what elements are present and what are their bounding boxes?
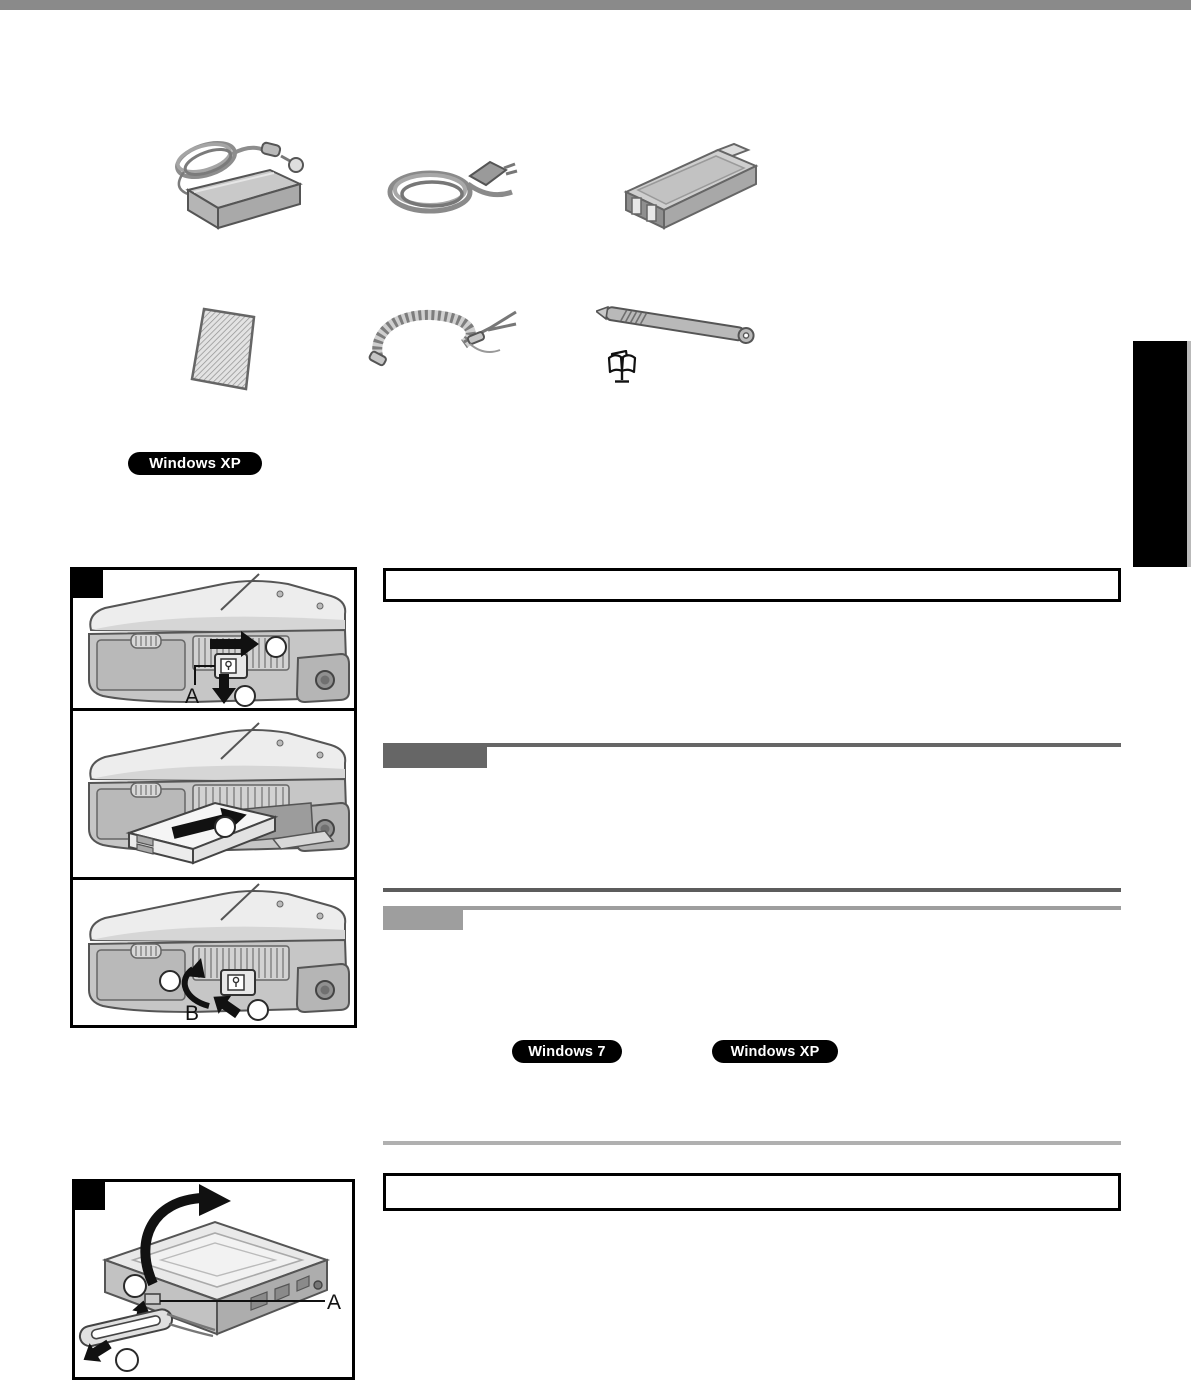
battery-pack-illustration xyxy=(598,132,773,240)
windows-7-badge: Windows 7 xyxy=(512,1040,622,1063)
instruction-heading-box-2 xyxy=(383,1173,1121,1211)
note-rule xyxy=(383,906,1121,910)
callout-circle xyxy=(248,1000,268,1020)
callout-circle xyxy=(124,1275,146,1297)
step1-sub1 xyxy=(73,570,354,708)
step1-illustration-panel xyxy=(70,567,357,1028)
hand-strap-illustration xyxy=(366,298,531,380)
callout-circle xyxy=(160,971,180,991)
lid-latch-label: A xyxy=(327,1291,342,1314)
step1-sub2 xyxy=(73,708,354,877)
section-index-tab-edge xyxy=(1187,341,1191,567)
section-divider-light xyxy=(383,1141,1121,1145)
caution-label-block xyxy=(383,743,487,768)
ac-adapter-illustration xyxy=(148,128,338,240)
caution-rule xyxy=(383,743,1121,747)
callout-circle xyxy=(235,686,255,706)
step2-illustration-panel xyxy=(72,1179,355,1380)
stylus-pen-illustration xyxy=(596,300,761,348)
step1-sub3 xyxy=(73,877,354,1025)
callout-circle xyxy=(266,637,286,657)
latch-label: A xyxy=(185,685,200,708)
windows-xp-badge-top: Windows XP xyxy=(128,452,262,475)
lid-latch xyxy=(145,1294,160,1304)
soft-cloth-illustration xyxy=(190,303,264,395)
section-divider-dark xyxy=(383,888,1121,892)
onscreen-manual-book-icon xyxy=(606,350,638,384)
callout-circle xyxy=(116,1349,138,1371)
callout-circle xyxy=(215,817,235,837)
windows-xp-badge-bottom: Windows XP xyxy=(712,1040,838,1063)
section-index-tab xyxy=(1133,341,1187,567)
instruction-heading-box xyxy=(383,568,1121,602)
ac-cord-illustration xyxy=(372,142,522,228)
note-label-block xyxy=(383,906,463,930)
page-top-bar xyxy=(0,0,1191,10)
latch-label-b: B xyxy=(185,1002,200,1022)
step2-number-square xyxy=(75,1182,105,1210)
